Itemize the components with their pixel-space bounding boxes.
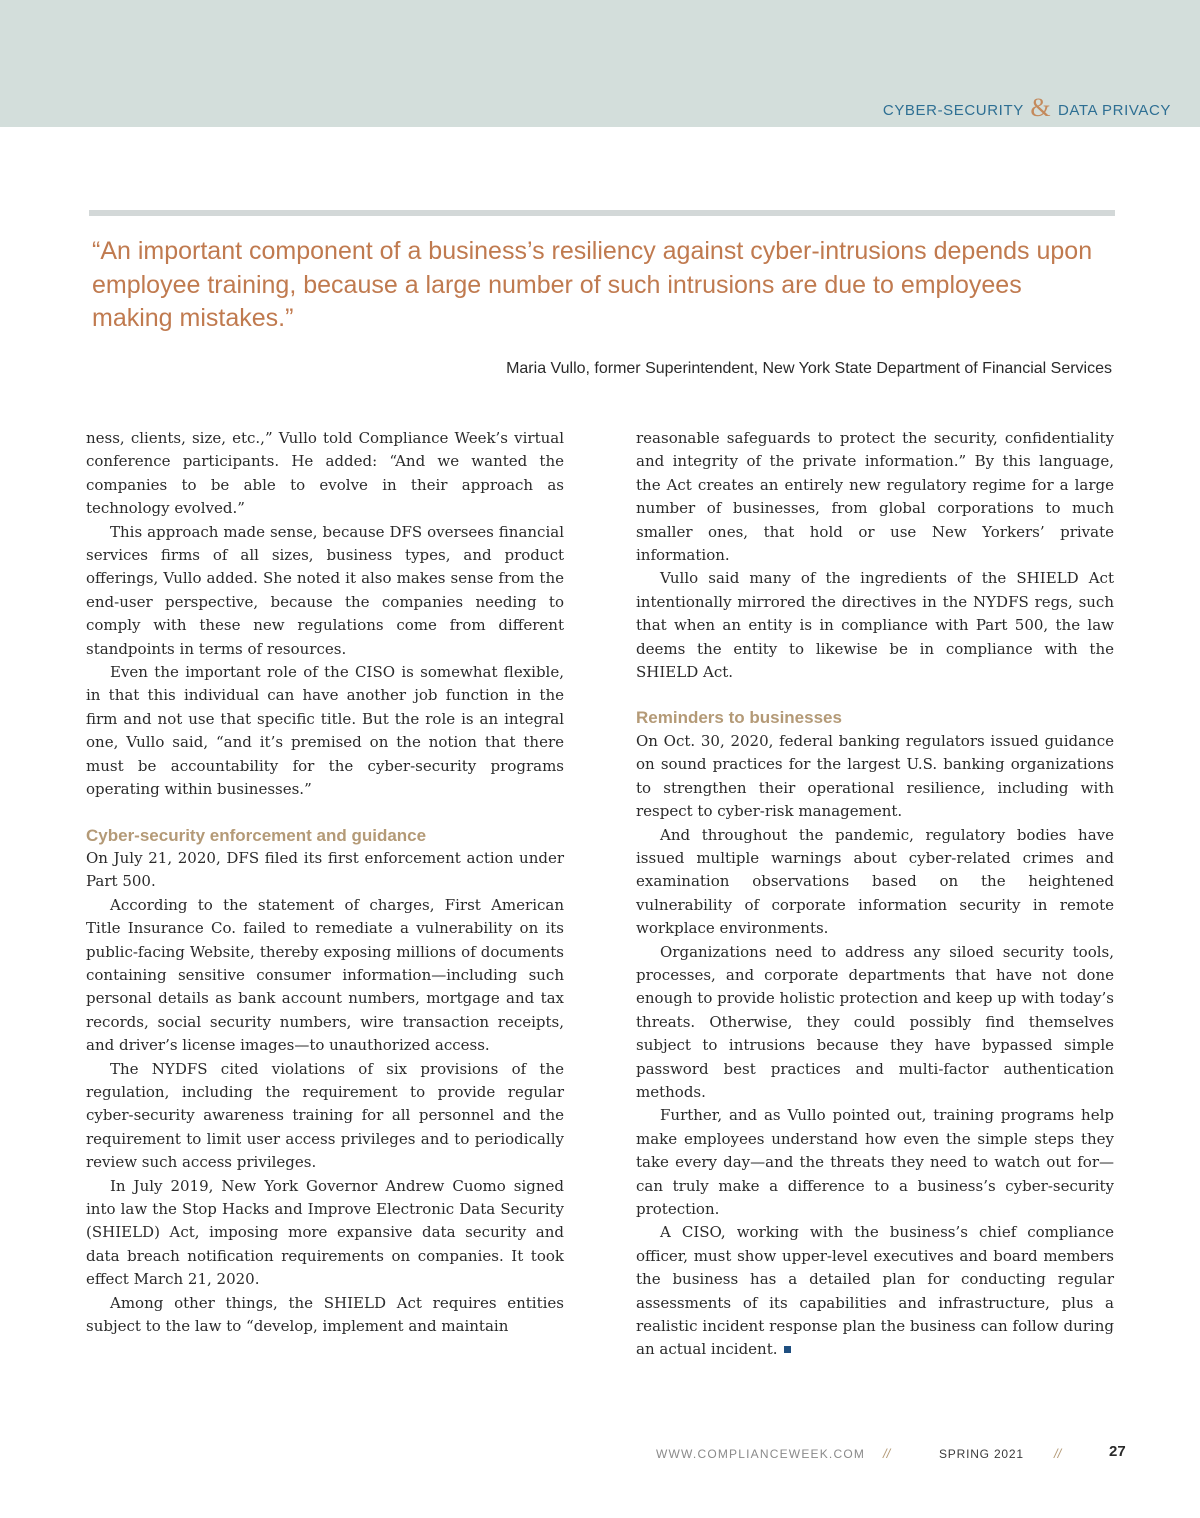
final-paragraph-text: A CISO, working with the business’s chief compliance officer, must show upper-level executives and board members the business has a detailed plan for conducting regular assessments of its capabilities and infrastructure, plus a realistic incident response plan the business can follow during an actual incident. [636,1223,1114,1359]
body-paragraph: And throughout the pandemic, regulatory bodies have issued multiple warnings about cyber-related crimes and examination observations based on the heightened vulnerability of corporate information security in remote workplace environments. [636,825,1114,938]
body-paragraph: This approach made sense, because DFS oversees financial services firms of all sizes, business types, and product offerings, Vullo added. She noted it also makes sense from the end-user perspective, because the companies needing to comply with these new regulations come from different standpoints in terms of resources. [86,522,564,658]
footer-url[interactable]: WWW.COMPLIANCEWEEK.COM [656,1447,866,1461]
body-paragraph: According to the statement of charges, First American Title Insurance Co. failed to remediate a vulnerability on its public-facing Website, thereby exposing millions of documents containing sensitive consumer information—including such personal details as bank account numbers, mortgage and tax records, social security numbers, wire transaction receipts, and driver’s license images—to unauthorized access. [86,895,564,1055]
left-column [86,427,564,1338]
body-paragraph: ness, clients, size, etc.,” Vullo told Compliance Week’s virtual conference participants. He added: “And we wanted the companies to be able to evolve in their approach as technology evolved.” [86,429,564,518]
body-paragraph: Organizations need to address any siloed security tools, processes, and corporate departments that have not done enough to provide holistic protection and keep up with today’s threats. Otherwise, they could possibly find themselves subject to intrusions because they have bypassed simple password best practices and multi-factor authentication methods. [636,942,1114,1101]
section-heading: Cyber-security enforcement and guidance [86,825,427,845]
section-label-part1: CYBER-SECURITY [882,102,1024,119]
quote-attribution: Maria Vullo, former Superintendent, New York State Department of Financial Services [506,360,1112,377]
body-paragraph: Even the important role of the CISO is somewhat flexible, in that this individual can have another job function in the firm and not use that specific title. But the role is an integral one, Vullo said, “and it’s premised on the notion that there must be accountability for the cyber-security programs operating within businesses.” [86,663,564,799]
section-label-part2: DATA PRIVACY [1057,102,1171,119]
footer-separator: // [883,1446,891,1461]
end-mark-icon [784,1346,791,1353]
footer-separator: // [1054,1446,1062,1461]
body-paragraph: Among other things, the SHIELD Act requires entities subject to the law to “develop, implement and maintain [86,1293,564,1336]
ampersand: & [1030,93,1052,122]
section-label [883,92,1171,122]
pull-quote: “An important component of a business’s resiliency against cyber-intrusions depends upon employee training, because a large number of such intrusions are due to employees making mistakes.” [92,237,1093,332]
quote-divider [89,210,1115,216]
body-paragraph: Vullo said many of the ingredients of the SHIELD Act intentionally mirrored the directives in the NYDFS regs, such that when an entity is in compliance with Part 500, the law deems the entity to likewise be in compliance with the SHIELD Act. [636,569,1114,682]
page-number: 27 [1109,1443,1126,1460]
final-paragraph [636,1221,1114,1361]
footer [0,1443,1200,1466]
footer-issue: SPRING 2021 [939,1447,1024,1461]
section-heading: Reminders to businesses [636,708,842,728]
body-paragraph: reasonable safeguards to protect the security, confidentiality and integrity of the private information.” By this language, the Act creates an entirely new regulatory regime for a large number of businesses, from global corporations to much smaller ones, that hold or use New Yorkers’ private information. [636,429,1114,565]
body-paragraph: On July 21, 2020, DFS filed its first enforcement action under Part 500. [86,848,564,891]
body-paragraph: In July 2019, New York Governor Andrew Cuomo signed into law the Stop Hacks and Improve Electronic Data Security (SHIELD) Act, imposing more expansive data security and data breach notification requirements on companies. It took effect March 21, 2020. [86,1176,564,1289]
right-column [636,427,1114,1362]
body-paragraph: On Oct. 30, 2020, federal banking regulators issued guidance on sound practices for the largest U.S. banking organizations to strengthen their operational resilience, including with respect to cyber-risk management. [636,731,1114,821]
body-paragraph: Further, and as Vullo pointed out, training programs help make employees understand how even the simple steps they take every day—and the threats they need to watch out for—can truly make a difference to a business’s cyber-security protection. [636,1106,1114,1218]
body-paragraph: The NYDFS cited violations of six provisions of the regulation, including the requirement to provide regular cyber-security awareness training for all personnel and the requirement to limit user access privileges and to periodically review such access privileges. [86,1059,564,1172]
